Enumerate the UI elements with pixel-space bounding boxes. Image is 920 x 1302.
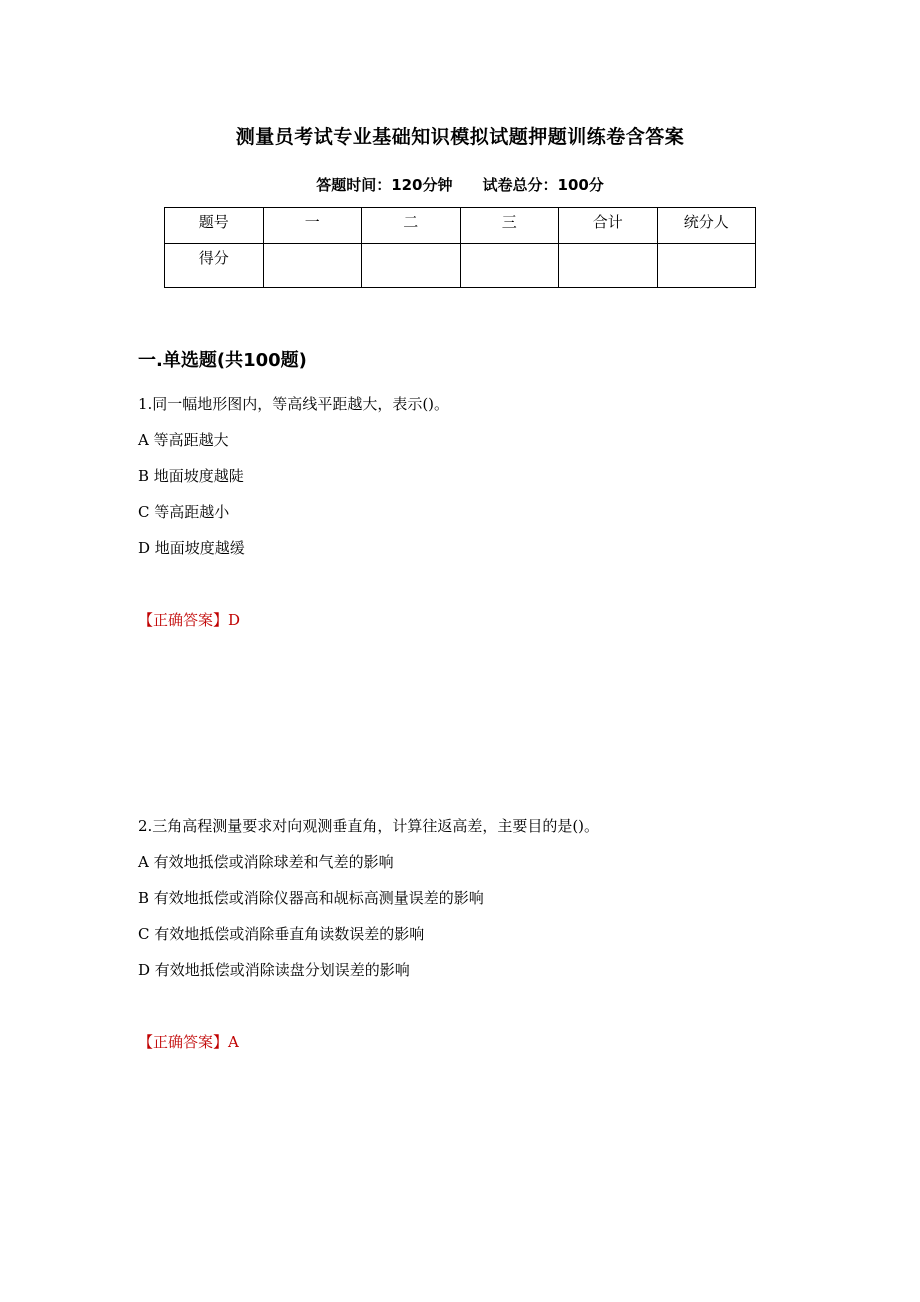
question-option: C 等高距越小 <box>138 503 230 521</box>
score-cell <box>263 244 362 288</box>
exam-meta <box>0 174 920 195</box>
answer-line <box>138 1031 239 1052</box>
question-option: B 地面坡度越陡 <box>138 467 244 485</box>
exam-total-score: 试卷总分：100分 <box>482 176 604 194</box>
exam-time: 答题时间：120分钟 <box>316 176 453 194</box>
answer-label: 【正确答案】 <box>138 611 229 629</box>
score-cell <box>460 244 559 288</box>
question-option: A 有效地抵偿或消除球差和气差的影响 <box>138 853 394 871</box>
score-table <box>164 207 756 288</box>
score-table-score-row <box>165 244 756 288</box>
answer-value: A <box>228 1033 239 1051</box>
question-option: D 地面坡度越缓 <box>138 539 245 557</box>
score-cell <box>559 244 658 288</box>
question-option: C 有效地抵偿或消除垂直角读数误差的影响 <box>138 925 425 943</box>
answer-value: D <box>228 611 241 629</box>
section-title: 一.单选题(共100题) <box>138 350 307 371</box>
score-table-header: 统分人 <box>657 208 756 244</box>
score-table-header-row <box>165 208 756 244</box>
score-table-header: 三 <box>460 208 559 244</box>
score-row-label: 得分 <box>165 244 264 288</box>
question-stem: 1.同一幅地形图内，等高线平距越大，表示()。 <box>138 395 450 413</box>
score-table-header: 二 <box>362 208 461 244</box>
score-table-header: 一 <box>263 208 362 244</box>
score-cell <box>362 244 461 288</box>
score-table-header: 合计 <box>559 208 658 244</box>
answer-label: 【正确答案】 <box>138 1033 229 1051</box>
answer-line <box>138 609 240 630</box>
score-table-header: 题号 <box>165 208 264 244</box>
question-option: B 有效地抵偿或消除仪器高和觇标高测量误差的影响 <box>138 889 484 907</box>
score-cell <box>657 244 756 288</box>
question-stem: 2.三角高程测量要求对向观测垂直角，计算往返高差，主要目的是()。 <box>138 817 600 835</box>
question-option: D 有效地抵偿或消除读盘分划误差的影响 <box>138 961 410 979</box>
question-option: A 等高距越大 <box>138 431 229 449</box>
page-title: 测量员考试专业基础知识模拟试题押题训练卷含答案 <box>235 126 685 148</box>
